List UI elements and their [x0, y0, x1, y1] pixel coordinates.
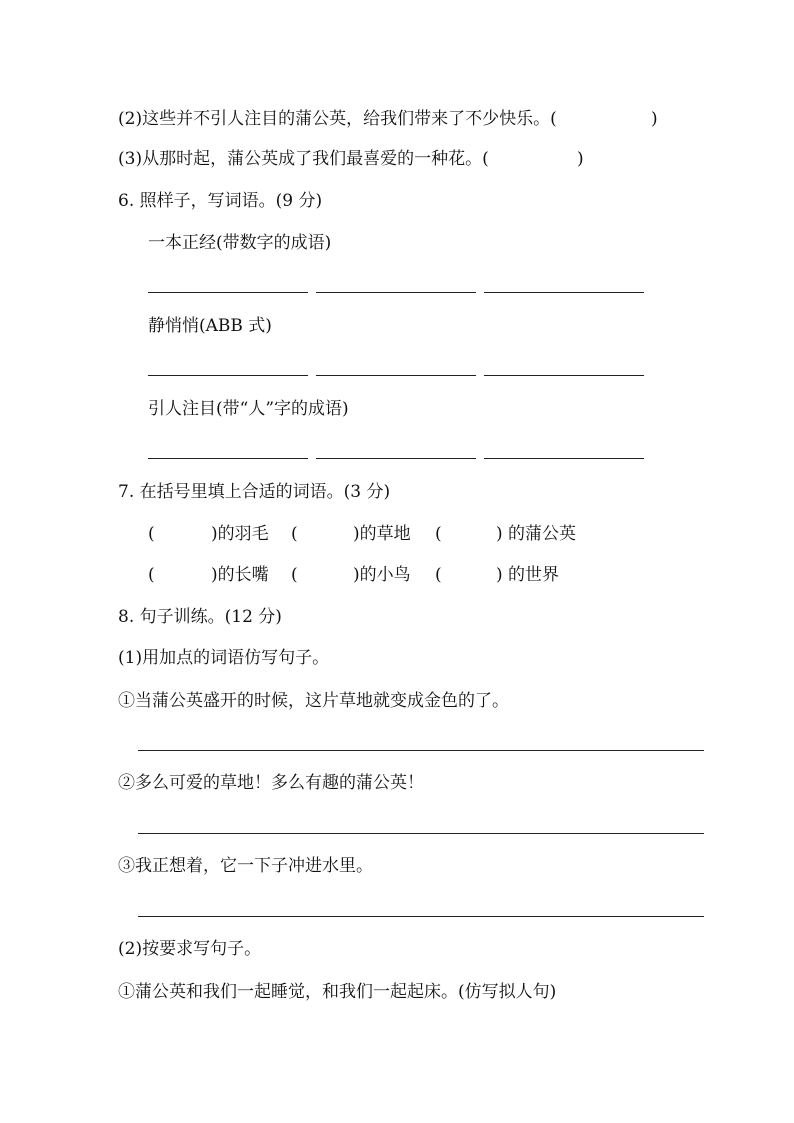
q6-answer-line-1c[interactable] [484, 292, 644, 293]
q7-r1-word-3: ) 的蒲公英 [496, 524, 577, 544]
q7-r1-open-1[interactable]: ( [148, 524, 155, 544]
q6-answer-line-1b[interactable] [316, 292, 476, 293]
q8-part-2: (2)按要求写句子。 [118, 939, 262, 959]
q5-item-3-text: (3)从那时起，蒲公英成了我们最喜爱的一种花。( [118, 149, 489, 169]
q7-r1-word-1: )的羽毛 [211, 524, 269, 544]
q6-answer-line-3b[interactable] [316, 458, 476, 459]
q7-r2-open-3[interactable]: ( [435, 565, 442, 585]
q7-title: 7. 在括号里填上合适的词语。(3 分) [118, 482, 391, 502]
q7-r1-open-3[interactable]: ( [435, 524, 442, 544]
q7-r2-word-3: ) 的世界 [496, 565, 560, 585]
q6-example-3: 引人注目(带“人”字的成语) [148, 399, 349, 419]
q6-answer-line-1a[interactable] [148, 292, 308, 293]
q5-item-3 [118, 148, 489, 170]
q6-example-2: 静悄悄(ABB 式) [148, 316, 272, 336]
q7-r2-open-1[interactable]: ( [148, 565, 155, 585]
q7-r2-open-2[interactable]: ( [291, 565, 298, 585]
q7-r2-word-1: )的长嘴 [211, 565, 269, 585]
q8-part-1-item-b: ②多么可爱的草地！多么有趣的蒲公英！ [118, 773, 424, 793]
q5-item-2-answer-close[interactable]: ) [651, 109, 658, 129]
q6-answer-line-3c[interactable] [484, 458, 644, 459]
q6-answer-line-3a[interactable] [148, 458, 308, 459]
q8-part-1: (1)用加点的词语仿写句子。 [118, 648, 330, 668]
q7-r2-word-2: )的小鸟 [353, 565, 411, 585]
q7-r1-open-2[interactable]: ( [291, 524, 298, 544]
q7-r1-word-2: )的草地 [353, 524, 411, 544]
q8-title: 8. 句子训练。(12 分) [118, 607, 282, 627]
q6-example-1: 一本正经(带数字的成语) [148, 233, 332, 253]
q8-answer-line-a[interactable] [138, 750, 704, 751]
q5-item-2-text: (2)这些并不引人注目的蒲公英，给我们带来了不少快乐。( [118, 109, 557, 129]
q6-answer-line-2a[interactable] [148, 375, 308, 376]
q5-item-2 [118, 108, 557, 130]
q6-answer-line-2c[interactable] [484, 375, 644, 376]
q8-part-1-item-a: ①当蒲公英盛开的时候，这片草地就变成金色的了。 [118, 691, 509, 711]
q8-answer-line-c[interactable] [138, 916, 704, 917]
q6-title: 6. 照样子，写词语。(9 分) [118, 191, 323, 211]
q8-answer-line-b[interactable] [138, 833, 704, 834]
q6-answer-line-2b[interactable] [316, 375, 476, 376]
q5-item-3-answer-close[interactable]: ) [577, 149, 584, 169]
q8-part-1-item-c: ③我正想着，它一下子冲进水里。 [118, 856, 373, 876]
q8-part-2-item-a: ①蒲公英和我们一起睡觉，和我们一起起床。(仿写拟人句) [118, 982, 557, 1002]
